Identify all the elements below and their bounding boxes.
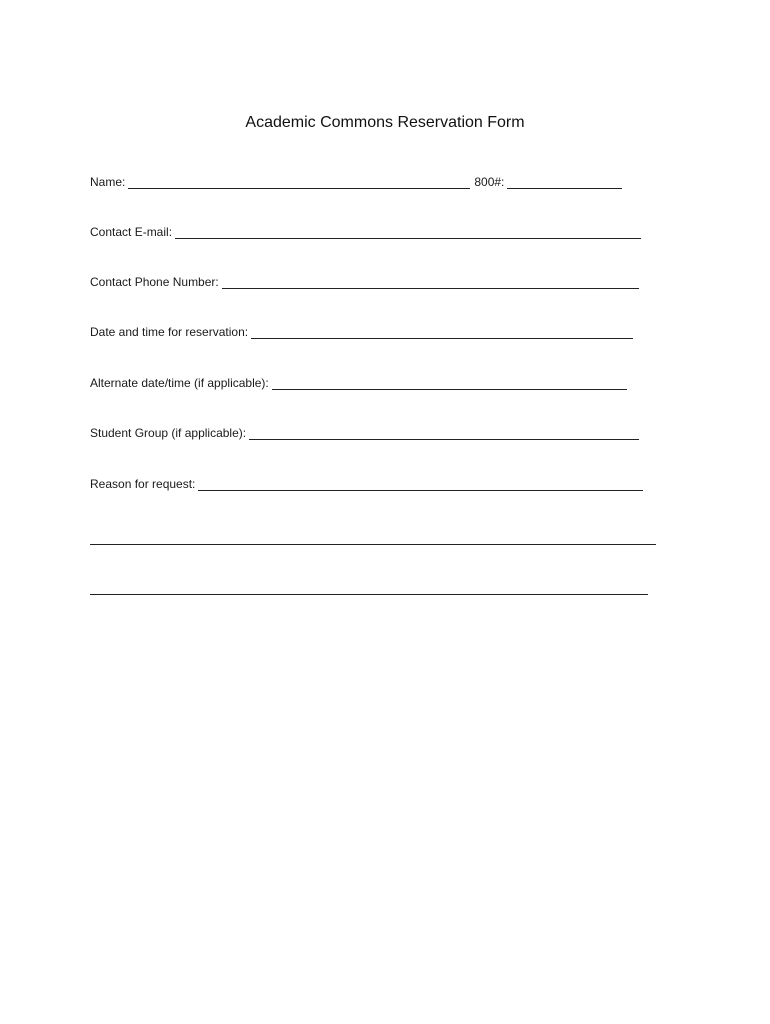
alternate-blank[interactable] [272, 377, 627, 390]
name-row [90, 171, 622, 189]
reason-continuation-row-2 [90, 577, 648, 595]
name-label: Name: [90, 175, 126, 189]
group-label: Student Group (if applicable): [90, 426, 247, 440]
page-title: Academic Commons Reservation Form [245, 114, 525, 131]
reason-label: Reason for request: [90, 477, 196, 491]
phone-blank[interactable] [222, 276, 639, 289]
group-blank[interactable] [249, 427, 639, 440]
id-blank[interactable] [507, 176, 622, 189]
name-blank[interactable] [128, 176, 470, 189]
id-label: 800#: [474, 175, 505, 189]
phone-row [90, 271, 639, 289]
reason-blank[interactable] [198, 478, 643, 491]
email-row [90, 221, 641, 239]
reason-continuation-blank-2[interactable] [90, 582, 648, 595]
date-label: Date and time for reservation: [90, 325, 249, 339]
email-label: Contact E-mail: [90, 225, 173, 239]
reason-continuation-row-1 [90, 527, 656, 545]
date-blank[interactable] [251, 326, 633, 339]
reason-row [90, 473, 643, 491]
alternate-row [90, 372, 627, 390]
phone-label: Contact Phone Number: [90, 275, 219, 289]
reason-continuation-blank-1[interactable] [90, 532, 656, 545]
group-row [90, 422, 639, 440]
alternate-label: Alternate date/time (if applicable): [90, 376, 269, 390]
email-blank[interactable] [175, 226, 641, 239]
date-row [90, 321, 633, 339]
